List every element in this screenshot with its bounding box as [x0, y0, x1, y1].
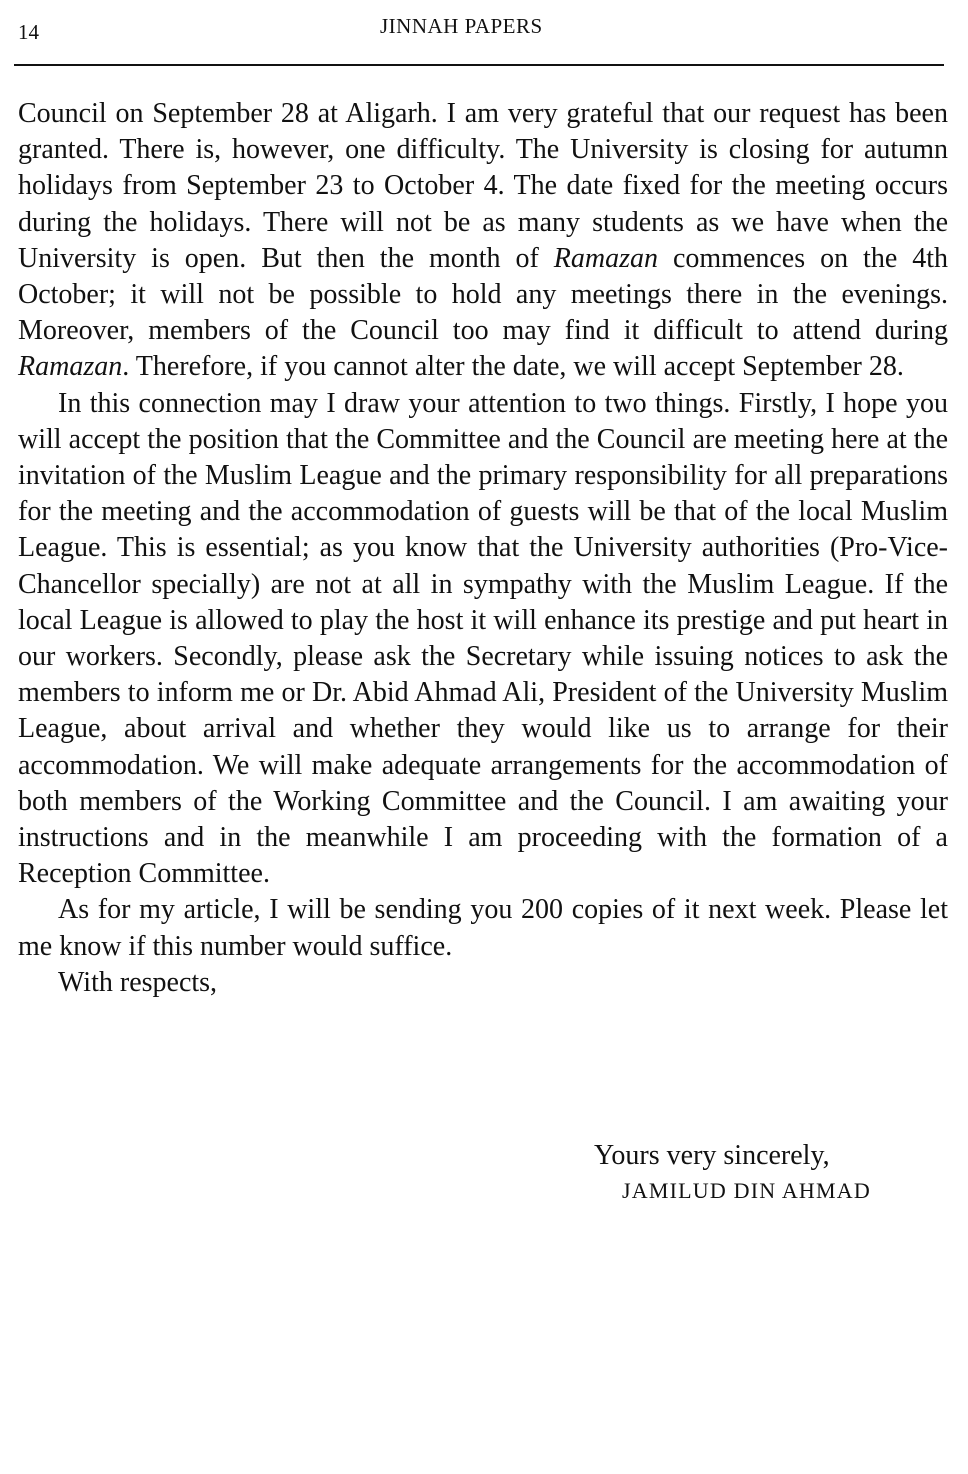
page-number: 14 — [18, 20, 39, 44]
emphasis-ramazan-2: Ramazan — [18, 351, 123, 383]
paragraph-1 — [18, 96, 948, 386]
salutation: With respects, — [58, 966, 218, 998]
paragraph-1-part-2: commences on the 4th October; it will not be possible to hold any meetings there in the evenings. Moreover, members of the Council too may find it difficult to attend during — [18, 242, 949, 347]
emphasis-ramazan-1: Ramazan — [553, 242, 658, 274]
paragraph-1-part-1: Council on September 28 at Aligarh. I am very grateful that our request has been granted. There is, however, one difficulty. The University is closing for autumn holidays from September 23 to October 4. The date fixed for the meeting occurs during the holidays. There will not be as many students as we have when the University is open. But then the month of — [18, 98, 948, 274]
paragraph-2: In this connection may I draw your attention to two things. Firstly, I hope you will accept the position that the Committee and the Council are meeting here at the invitation of the Muslim League and the primary responsibility for all preparations for the meeting and the accommodation of guests will be that of the local Muslim League. This is essential; as you know that the University authorities (Pro-Vice-Chancellor specially) are not at all in sympathy with the Muslim League. If the local League is allowed to play the host it will enhance its prestige and put heart in our workers. Secondly, please ask the Secretary while issuing notices to ask the members to inform me or Dr. Abid Ahmad Ali, President of the University Muslim League, about arrival and whether they would like us to arrange for their accommodation. We will make adequate arrangements for the accommodation of both members of the Working Committee and the Council. I am awaiting your instructions and in the meanwhile I am proceeding with the formation of a Reception Committee. — [18, 387, 948, 890]
signature: JAMILUD DIN AHMAD — [622, 1178, 871, 1203]
paragraph-1-part-3: . Therefore, if you cannot alter the date, we will accept September 28. — [122, 351, 904, 383]
closing: Yours very sincerely, — [594, 1140, 830, 1171]
letter-body — [18, 96, 948, 1001]
header-rule — [14, 64, 944, 66]
paragraph-3: As for my article, I will be sending you 200 copies of it next week. Please let me know if this number would suffice. — [18, 894, 948, 962]
running-title: JINNAH PAPERS — [380, 14, 543, 38]
